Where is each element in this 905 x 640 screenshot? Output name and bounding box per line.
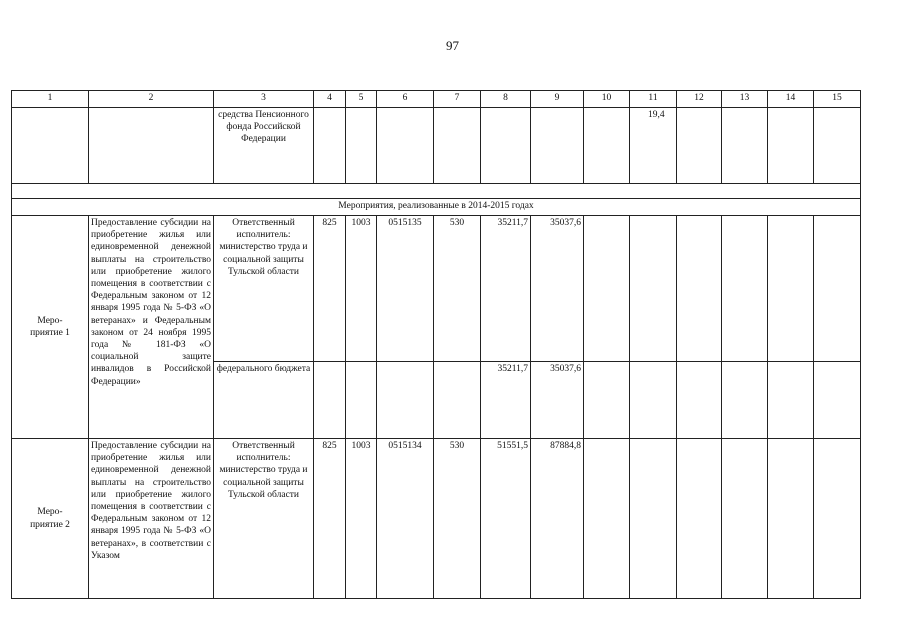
col-header: 15	[814, 91, 861, 108]
measure2-y2015: 87884,8	[531, 439, 584, 599]
col-header: 10	[584, 91, 630, 108]
col-header: 9	[531, 91, 584, 108]
measure1-vr: 530	[434, 216, 481, 362]
measure2-label: Меро- приятие 2	[12, 439, 89, 599]
col-header: 5	[346, 91, 377, 108]
budget-table	[11, 90, 861, 599]
measure2-y2014: 51551,5	[481, 439, 531, 599]
col-header: 12	[677, 91, 722, 108]
pension-col11: 19,4	[630, 108, 677, 184]
measure2-rzpr: 1003	[346, 439, 377, 599]
measure2-grbs: 825	[314, 439, 346, 599]
measure1-executor: Ответственный исполнитель: министерство труда и социальной защиты Тульской области	[214, 216, 314, 362]
col-header: 7	[434, 91, 481, 108]
measure1-grbs: 825	[314, 216, 346, 362]
table-row-measure1	[12, 216, 861, 362]
measure2-csr: 0515134	[377, 439, 434, 599]
measure2-executor: Ответственный исполнитель: министерство труда и социальной защиты Тульской области	[214, 439, 314, 599]
measure1-description: Предоставление субсидии на приобретение жилья или единовременной денежной выплаты на строительство или приобретение жилого помещения в соответствии с Федеральным законом от 12 января 1995 года № 5-ФЗ «О ветеранах» и Федеральным законом от 24 ноября 1995 года № 181-ФЗ «О социальной защите инвалидов в Российской Федерации»	[89, 216, 214, 439]
col-header: 1	[12, 91, 89, 108]
funding-source-pension: средства Пенсионного фонда Российской Федерации	[214, 108, 314, 184]
measure1-rzpr: 1003	[346, 216, 377, 362]
table-row-pension	[12, 108, 861, 184]
section-row	[12, 199, 861, 216]
measure2-description: Предоставление субсидии на приобретение жилья или единовременной денежной выплаты на строительство или приобретение жилого помещения в соответствии с Федеральным законом от 12 января 1995 года № 5-ФЗ «О ветеранах», в соответствии с Указом	[89, 439, 214, 599]
table-row-measure2	[12, 439, 861, 599]
measure1-federal-label: федерального бюджета	[214, 362, 314, 439]
col-header: 4	[314, 91, 346, 108]
col-header: 14	[768, 91, 814, 108]
measure2-vr: 530	[434, 439, 481, 599]
col-header: 3	[214, 91, 314, 108]
col-header: 11	[630, 91, 677, 108]
col-header: 13	[722, 91, 768, 108]
section-title: Мероприятия, реализованные в 2014-2015 годах	[12, 199, 861, 216]
measure1-label: Меро- приятие 1	[12, 216, 89, 439]
col-header: 6	[377, 91, 434, 108]
measure1-federal-y2014: 35211,7	[481, 362, 531, 439]
measure1-y2015: 35037,6	[531, 216, 584, 362]
col-header: 2	[89, 91, 214, 108]
measure1-csr: 0515135	[377, 216, 434, 362]
measure1-y2014: 35211,7	[481, 216, 531, 362]
header-row	[12, 91, 861, 108]
page-number: 97	[446, 38, 459, 53]
col-header: 8	[481, 91, 531, 108]
measure1-federal-y2015: 35037,6	[531, 362, 584, 439]
